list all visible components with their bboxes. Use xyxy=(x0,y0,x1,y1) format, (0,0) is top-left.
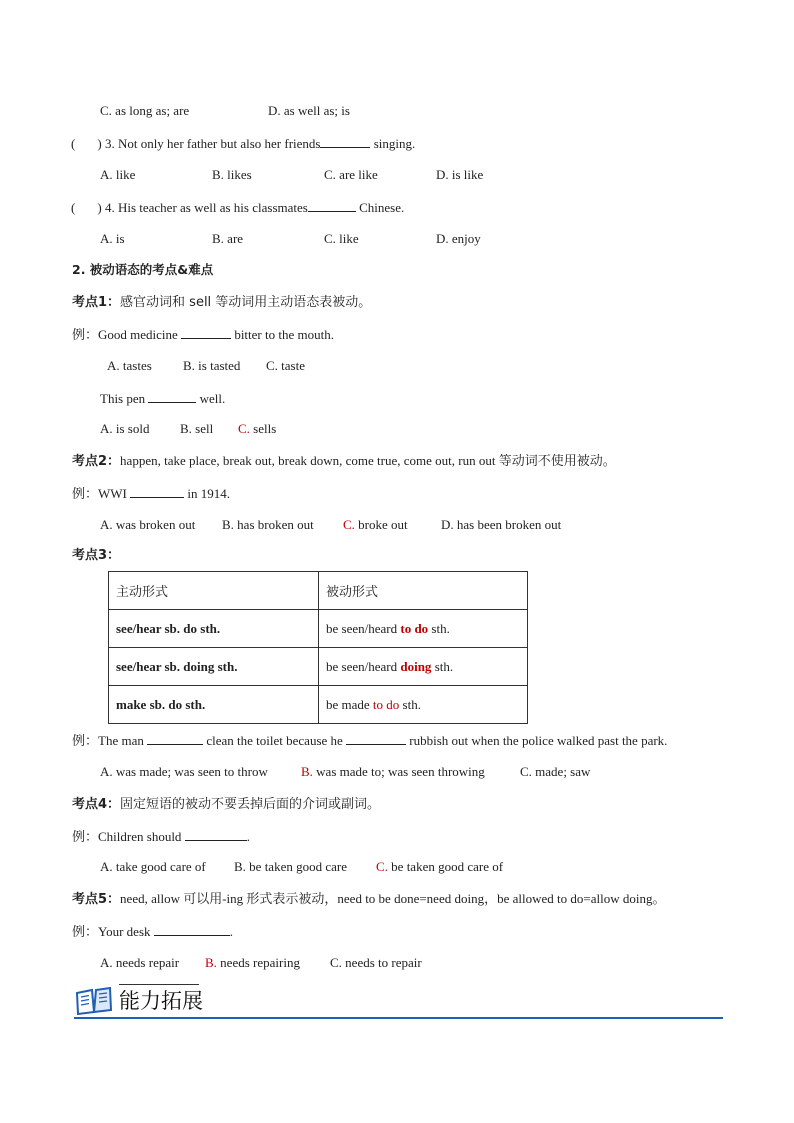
kd3-option-a: A. was made; was seen to throw xyxy=(100,764,268,779)
kd4-ex-end: . xyxy=(246,829,250,844)
kd3-ex-text-c: rubbish out when the police walked past the park. xyxy=(409,733,668,748)
q4-paren-close: ) xyxy=(97,200,102,215)
section-heading: 能力拓展 xyxy=(119,989,203,1013)
q3-stem xyxy=(71,135,415,152)
kd5-ex-label: 例： xyxy=(72,925,99,940)
kd3-option-c: C. made; saw xyxy=(520,764,591,779)
kd5-ex-end: . xyxy=(229,924,234,939)
kd2-option-c xyxy=(343,517,408,533)
kd1-ex2-answer-text: sells xyxy=(249,421,277,436)
kd4-ex-label: 例： xyxy=(72,830,99,845)
kd5-label: 考点5： xyxy=(72,892,121,907)
q4-paren-open: ( xyxy=(71,200,76,215)
kd2-ex-text: WWI xyxy=(98,486,127,501)
kd2-answer-text: broke out xyxy=(354,517,408,532)
passive-form-cell xyxy=(319,610,528,648)
kd1-ex2-option-c xyxy=(238,421,276,437)
q3-option-c: C. are like xyxy=(324,167,378,182)
kd1-ex1-end: bitter to the mouth. xyxy=(234,327,334,342)
kd1-ex2-blank[interactable] xyxy=(148,390,196,403)
kd4-example xyxy=(72,828,250,846)
passive-highlight: doing xyxy=(400,658,432,674)
kd1-ex1-blank[interactable] xyxy=(181,326,231,339)
q3-paren-close: ) xyxy=(97,136,102,151)
table-header-row xyxy=(109,572,528,610)
kd1-ex2-end: well. xyxy=(199,391,226,406)
kd5-ex-text: Your desk xyxy=(98,924,151,939)
kd1-example-2 xyxy=(100,390,225,407)
kd2-ex-end: in 1914. xyxy=(187,486,231,501)
passive-suffix: sth. xyxy=(428,620,450,636)
table-row xyxy=(109,686,528,724)
kd1-ex2-text: This pen xyxy=(100,391,146,406)
kd4-option-c xyxy=(376,859,503,875)
passive-prefix: be made xyxy=(326,696,373,712)
passive-form-cell xyxy=(319,686,528,724)
kd1-label: 考点1： xyxy=(72,295,121,310)
q4-stem xyxy=(71,199,404,216)
q4-option-c: C. like xyxy=(324,231,359,246)
q4-stem-text: 4. His teacher as well as his classmates xyxy=(104,200,308,215)
q3-option-d: D. is like xyxy=(436,167,484,182)
passive-prefix: be seen/heard xyxy=(326,620,401,636)
kd4-ex-blank[interactable] xyxy=(185,828,247,841)
kd3-answer-text: was made to; was seen throwing xyxy=(312,764,485,779)
kd5-option-b xyxy=(205,955,300,971)
kd3-answer-letter: B. xyxy=(301,764,313,779)
table-header-passive: 被动形式 xyxy=(319,572,528,610)
kd1-ex-label: 例： xyxy=(72,328,99,343)
kd3-option-b xyxy=(301,764,485,780)
kd2-line xyxy=(72,453,616,470)
passive-form-cell xyxy=(319,648,528,686)
kd4-answer-text: be taken good care of xyxy=(387,859,504,874)
table-row xyxy=(109,648,528,686)
passive-suffix: sth. xyxy=(399,696,421,712)
q2-option-c: C. as long as; are xyxy=(100,103,190,118)
passive-suffix: sth. xyxy=(431,658,454,674)
kd2-option-b: B. has broken out xyxy=(222,517,314,532)
passive-highlight: to do xyxy=(372,696,400,712)
kd2-ex-blank[interactable] xyxy=(130,485,184,498)
kd1-ex2-option-b: B. sell xyxy=(180,421,214,436)
kd2-text: happen, take place, break out, break down, come true, come out, run out 等动词不使用被动。 xyxy=(120,453,616,468)
kd5-text: need, allow 可以用-ing 形式表示被动，need to be done=need doing，be allowed to do=allow doing。 xyxy=(120,891,666,906)
q3-stem-text: 3. Not only her father but also her friends xyxy=(104,136,321,151)
kd1-ex1-option-b: B. is tasted xyxy=(183,358,241,373)
kd2-answer-letter: C. xyxy=(343,517,355,532)
q2-option-d: D. as well as; is xyxy=(268,103,350,118)
kd5-answer-letter: B. xyxy=(205,955,217,970)
active-form-cell: see/hear sb. doing sth. xyxy=(109,648,319,686)
kd4-label: 考点4： xyxy=(72,797,121,812)
kd2-label: 考点2： xyxy=(72,454,121,469)
table-header-active: 主动形式 xyxy=(109,572,319,610)
kd1-example-1 xyxy=(72,326,334,344)
q4-option-d: D. enjoy xyxy=(436,231,481,246)
kd4-ex-text: Children should xyxy=(98,829,182,844)
kd3-ex-text-b: clean the toilet because he xyxy=(206,733,343,748)
kd3-label: 考点3： xyxy=(72,548,121,563)
active-form-cell: see/hear sb. do sth. xyxy=(109,610,319,648)
active-form-cell: make sb. do sth. xyxy=(109,686,319,724)
q4-option-b: B. are xyxy=(212,231,244,246)
section-heading-rule xyxy=(74,1017,723,1019)
kd4-option-b: B. be taken good care xyxy=(234,859,347,874)
kd3-ex-blank-1[interactable] xyxy=(147,732,203,745)
kd3-ex-label: 例： xyxy=(72,734,99,749)
kd1-text: 感官动词和 sell 等动词用主动语态表被动。 xyxy=(120,295,372,310)
heading-overline xyxy=(119,984,199,985)
section-2-title: 2. 被动语态的考点&难点 xyxy=(72,262,214,277)
passive-highlight: to do xyxy=(400,620,429,636)
q3-option-b: B. likes xyxy=(212,167,252,182)
kd1-ex2-answer-letter: C. xyxy=(238,421,250,436)
kd1-ex1-option-c: C. taste xyxy=(266,358,305,373)
q3-option-a: A. like xyxy=(100,167,136,182)
kd1-ex1-option-a: A. tastes xyxy=(107,358,152,373)
kd3-ex-blank-2[interactable] xyxy=(346,732,406,745)
kd5-option-a: A. needs repair xyxy=(100,955,180,970)
table-row xyxy=(109,610,528,648)
kd2-ex-label: 例： xyxy=(72,487,99,502)
q3-blank[interactable] xyxy=(320,135,370,148)
kd5-option-c: C. needs to repair xyxy=(330,955,422,970)
q3-paren-open: ( xyxy=(71,136,76,151)
kd1-line xyxy=(72,294,371,311)
kd1-ex2-option-a: A. is sold xyxy=(100,421,150,436)
q4-option-a: A. is xyxy=(100,231,125,246)
kd4-line xyxy=(72,796,380,813)
q4-blank[interactable] xyxy=(308,199,356,212)
kd4-answer-letter: C. xyxy=(376,859,388,874)
kd4-option-a: A. take good care of xyxy=(100,859,206,874)
passive-prefix: be seen/heard xyxy=(326,658,401,674)
kd5-example xyxy=(72,923,233,941)
open-book-icon xyxy=(74,985,114,1017)
kd3-ex-text-a: The man xyxy=(98,733,144,748)
kd2-example xyxy=(72,485,230,503)
kd4-text: 固定短语的被动不要丢掉后面的介词或副词。 xyxy=(120,797,381,812)
q3-stem-end: singing. xyxy=(373,136,416,151)
kd2-option-a: A. was broken out xyxy=(100,517,196,532)
kd5-line xyxy=(72,891,665,908)
q4-stem-end: Chinese. xyxy=(359,200,405,215)
kd5-answer-text: needs repairing xyxy=(216,955,300,970)
kd5-ex-blank[interactable] xyxy=(154,923,230,936)
kd3-example xyxy=(72,732,667,750)
kd1-ex1-text: Good medicine xyxy=(98,327,178,342)
voice-forms-table xyxy=(108,571,528,724)
kd2-option-d: D. has been broken out xyxy=(441,517,562,532)
